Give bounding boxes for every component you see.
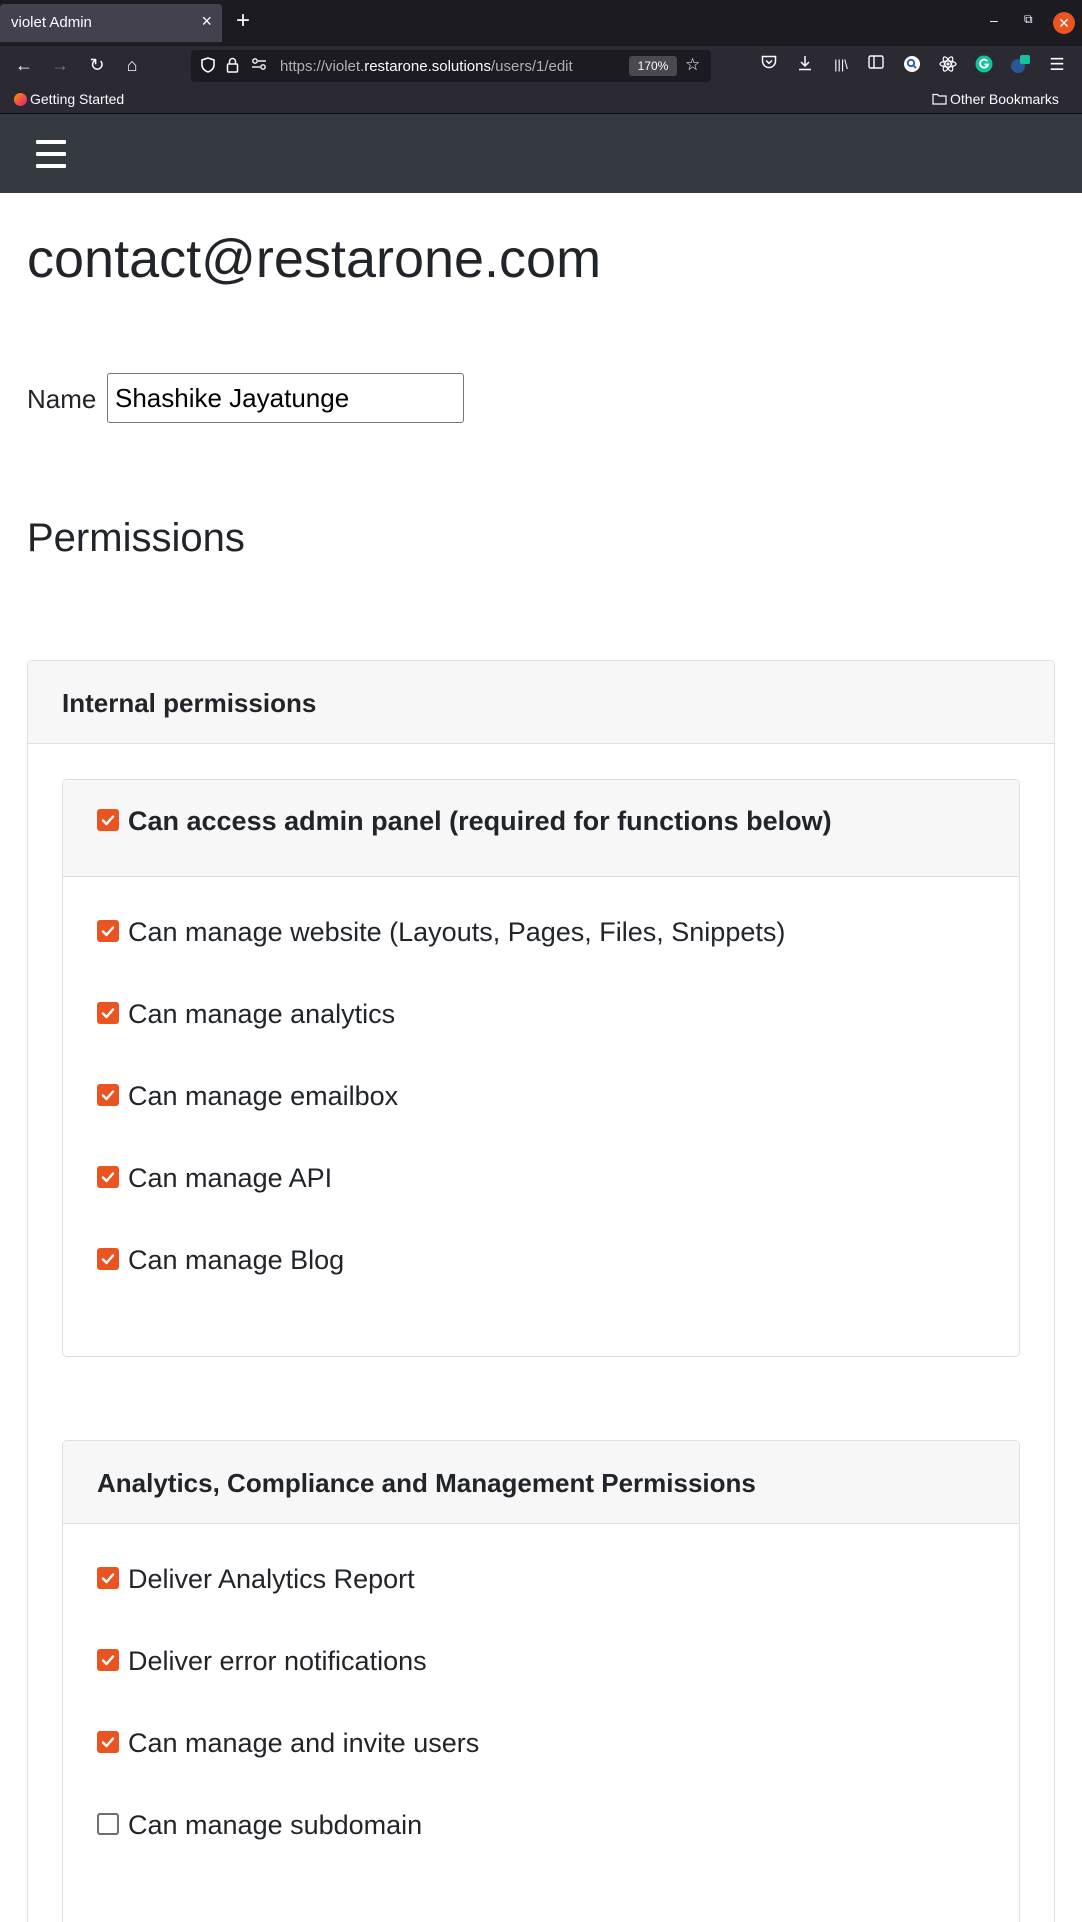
extension-search-icon[interactable]: [902, 55, 922, 79]
analytics-permissions-card: [62, 1440, 1020, 1922]
manage-subdomain-label: Can manage subdomain: [128, 1810, 423, 1840]
analytics-permissions-header: [63, 1441, 1019, 1524]
downloads-icon[interactable]: [795, 55, 815, 77]
manage-api-checkbox[interactable]: [97, 1166, 119, 1188]
home-icon[interactable]: ⌂: [126, 55, 138, 75]
hamburger-menu-icon[interactable]: [36, 140, 66, 168]
bookmark-star-icon[interactable]: ☆: [685, 55, 701, 74]
manage-website-label: Can manage website (Layouts, Pages, Files, Snippets): [128, 917, 786, 947]
manage-users-checkbox[interactable]: [97, 1731, 119, 1753]
manage-analytics-label: Can manage analytics: [128, 999, 396, 1029]
deliver-analytics-label: Deliver Analytics Report: [128, 1564, 415, 1594]
lock-icon[interactable]: [226, 57, 239, 76]
url-domain: restarone.solutions: [364, 58, 491, 75]
name-input[interactable]: [107, 373, 464, 423]
browser-toolbar: [0, 46, 1082, 86]
admin-panel-label: Can access admin panel (required for functions below): [128, 806, 832, 836]
manage-blog-label: Can manage Blog: [128, 1245, 345, 1275]
manage-blog-checkbox[interactable]: [97, 1248, 119, 1270]
manage-emailbox-label: Can manage emailbox: [128, 1081, 399, 1111]
manage-analytics-checkbox[interactable]: [97, 1002, 119, 1024]
url-prefix: https://violet.: [280, 58, 365, 75]
site-navbar: [0, 114, 1082, 193]
browser-tab-bar: [0, 0, 1082, 46]
restore-icon[interactable]: ⧉: [1024, 12, 1033, 26]
manage-api-label: Can manage API: [128, 1163, 333, 1193]
url-bar[interactable]: [191, 50, 711, 82]
tab-title: violet Admin: [11, 14, 92, 31]
admin-panel-checkbox[interactable]: [97, 809, 119, 831]
firefox-icon: [14, 93, 27, 106]
internal-permissions-header: [28, 661, 1054, 744]
bookmark-getting-started-label: Getting Started: [30, 91, 125, 107]
internal-permissions-title: Internal permissions: [62, 688, 317, 718]
permissions-icon[interactable]: [251, 57, 267, 74]
forward-icon[interactable]: →: [51, 55, 69, 75]
folder-icon: [932, 91, 950, 107]
new-tab-button[interactable]: +: [236, 7, 251, 34]
minimize-icon[interactable]: –: [990, 12, 998, 28]
deliver-analytics-checkbox[interactable]: [97, 1567, 119, 1589]
bookmark-getting-started[interactable]: [14, 91, 124, 107]
deliver-errors-label: Deliver error notifications: [128, 1646, 427, 1676]
url-path: /users/1/edit: [490, 58, 573, 75]
sidebar-icon[interactable]: [866, 55, 886, 75]
back-icon[interactable]: ←: [15, 55, 33, 75]
reload-icon[interactable]: ↻: [89, 55, 105, 75]
browser-tab[interactable]: [0, 4, 222, 42]
manage-emailbox-checkbox[interactable]: [97, 1084, 119, 1106]
shield-icon[interactable]: [201, 57, 215, 76]
analytics-permissions-title: Analytics, Compliance and Management Permissions: [97, 1468, 756, 1498]
manage-users-label: Can manage and invite users: [128, 1728, 480, 1758]
menu-icon[interactable]: ☰: [1049, 55, 1065, 74]
url-text[interactable]: [280, 58, 573, 75]
permissions-heading: Permissions: [27, 516, 245, 560]
zoom-level[interactable]: 170%: [629, 56, 677, 76]
pocket-icon[interactable]: [759, 55, 779, 76]
bookmarks-toolbar: [0, 86, 1082, 114]
deliver-errors-checkbox[interactable]: [97, 1649, 119, 1671]
manage-subdomain-checkbox[interactable]: [97, 1813, 119, 1835]
bookmark-other[interactable]: [932, 91, 1059, 107]
manage-website-checkbox[interactable]: [97, 920, 119, 942]
bookmark-other-label: Other Bookmarks: [950, 91, 1059, 107]
tab-close-icon[interactable]: ×: [201, 11, 212, 31]
grammarly-icon[interactable]: [974, 55, 994, 79]
user-email-heading: contact@restarone.com: [27, 229, 602, 289]
library-icon[interactable]: |||\: [834, 57, 848, 72]
extension-badge-icon[interactable]: [1010, 55, 1030, 81]
window-close-icon[interactable]: ✕: [1053, 12, 1075, 34]
react-devtools-icon[interactable]: [938, 55, 958, 79]
name-label: Name: [27, 384, 97, 414]
